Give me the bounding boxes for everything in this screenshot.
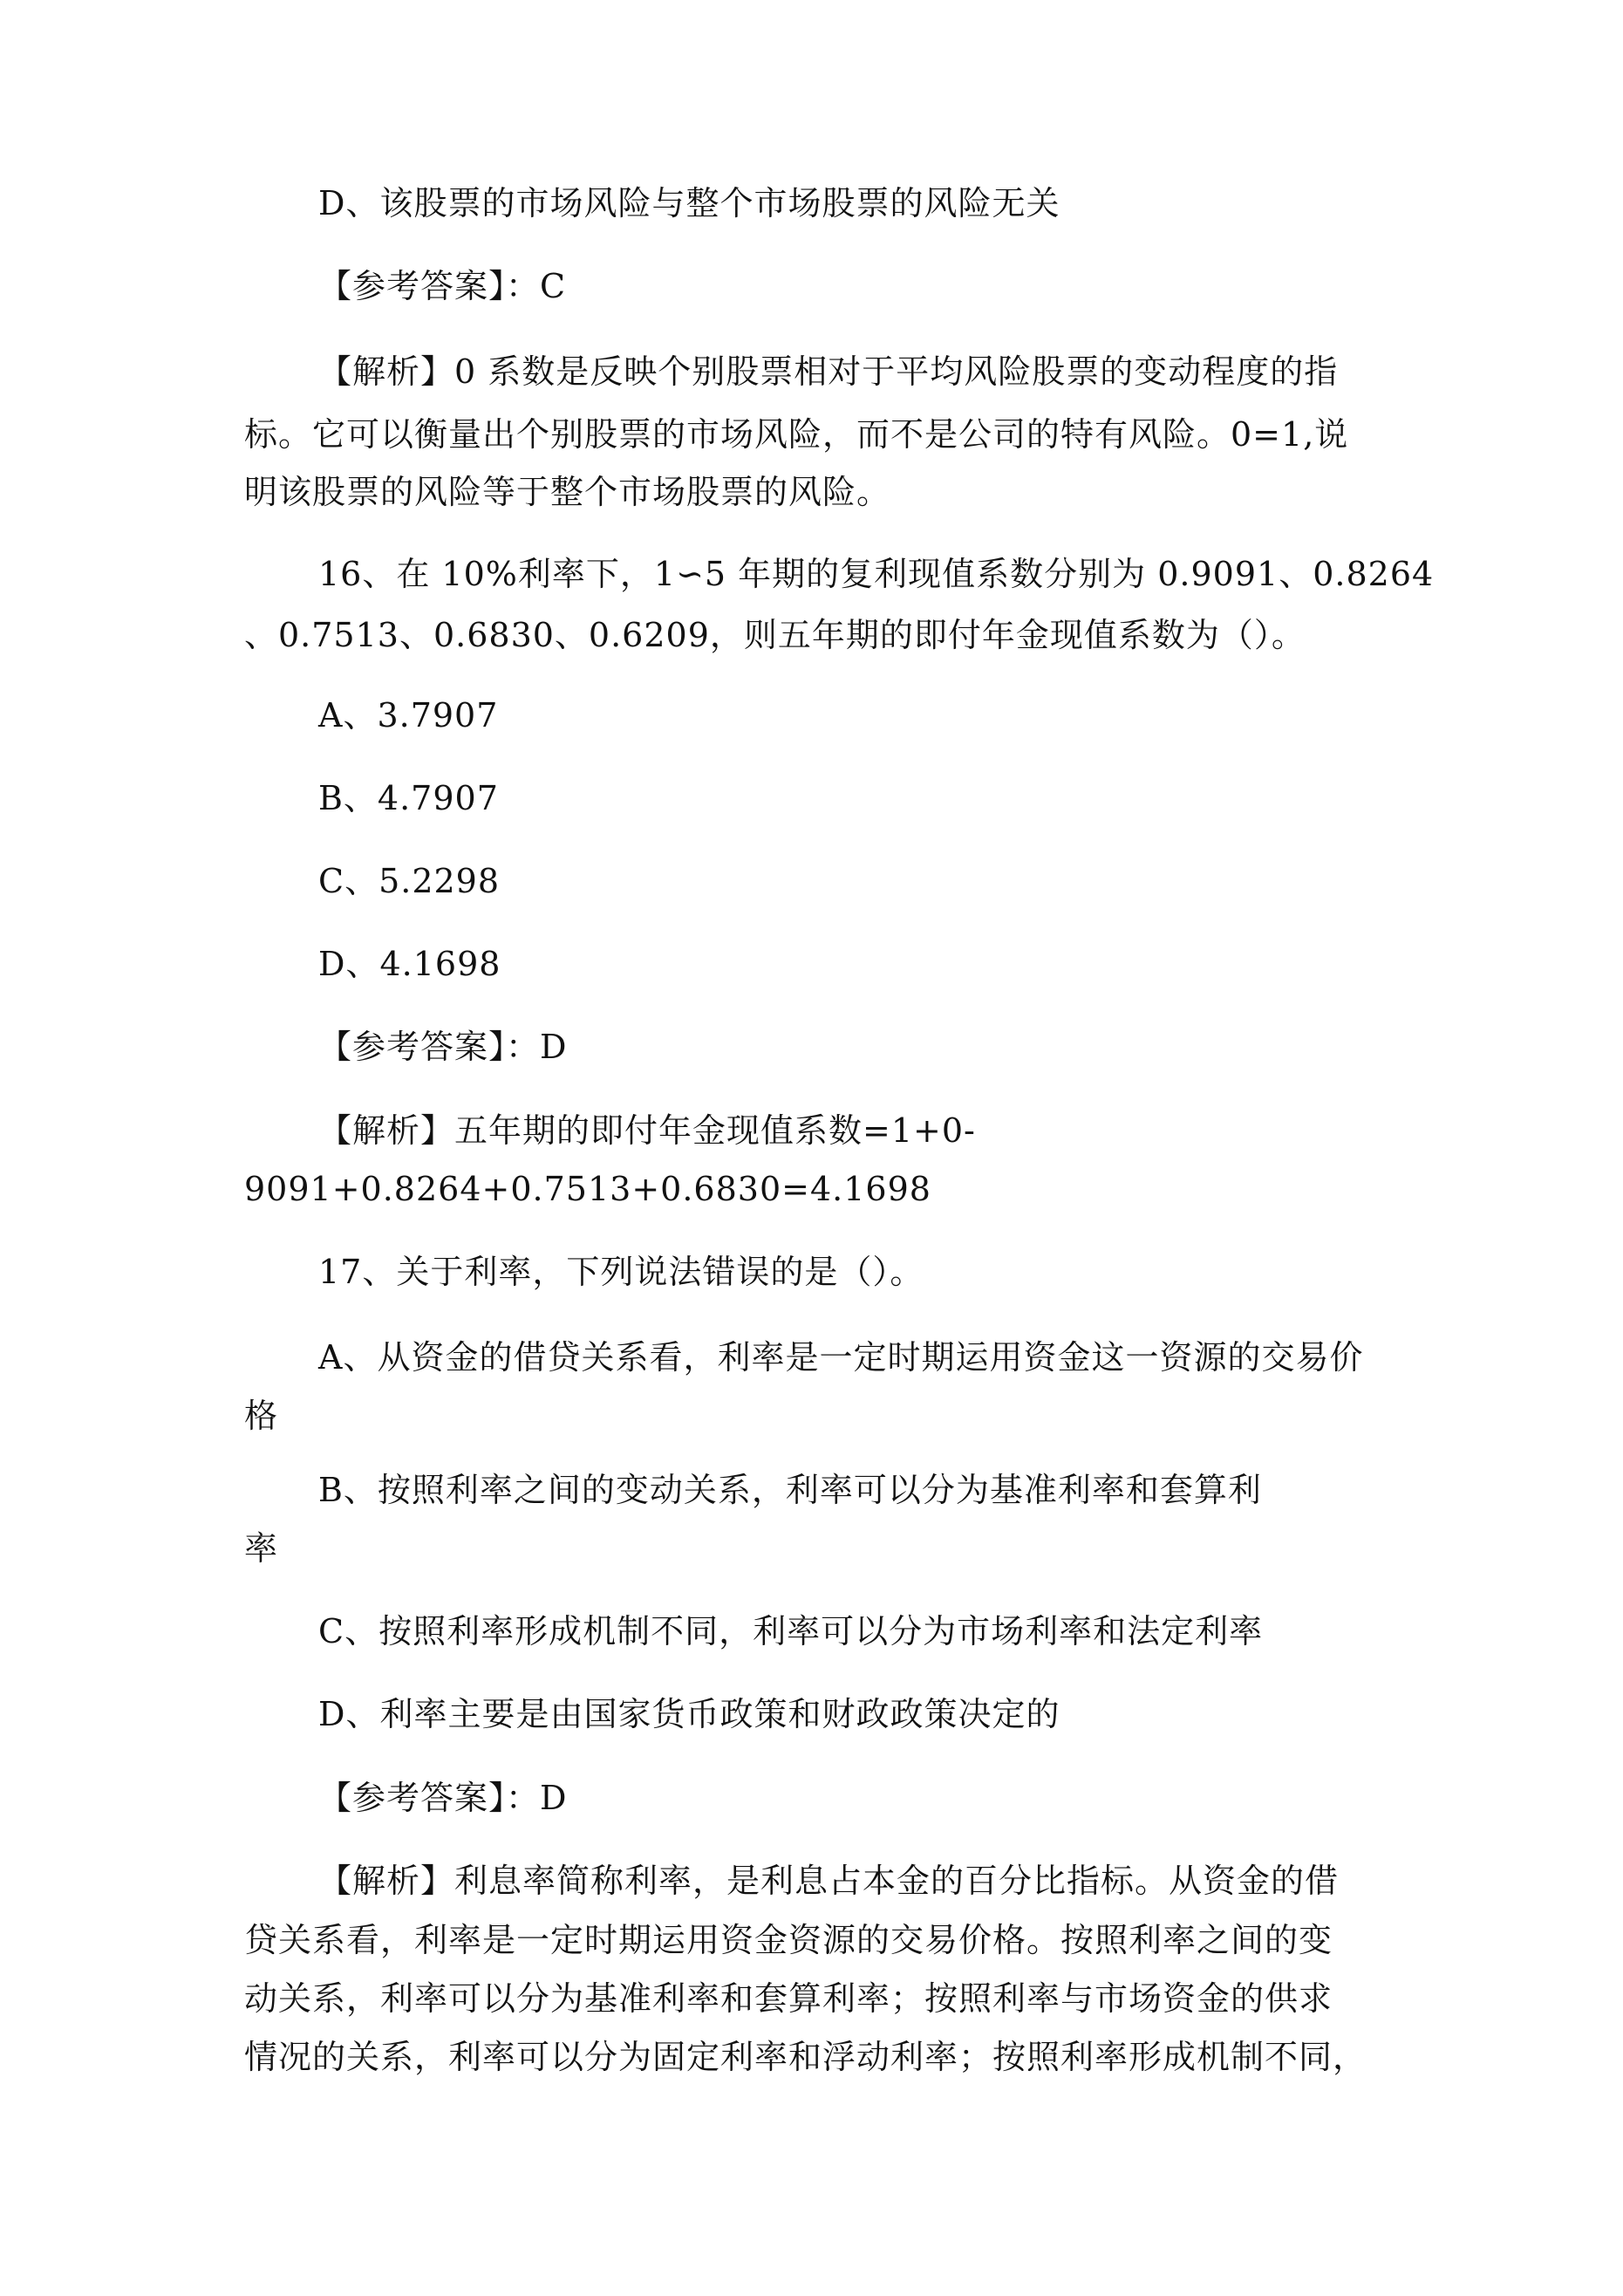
q17-option-c: C、按照利率形成机制不同，利率可以分为市场利率和法定利率 <box>318 1612 1264 1650</box>
q17-question: 17、关于利率，下列说法错误的是（）。 <box>318 1253 924 1291</box>
q16-answer: 【参考答案】：D <box>318 1028 568 1066</box>
q16-question-line-2: 、0.7513、0.6830、0.6209，则五年期的即付年金现值系数为（）。 <box>244 616 1306 654</box>
q15-analysis-line-2: 标。它可以衡量出个别股票的市场风险，而不是公司的特有风险。0=1,说 <box>244 415 1349 454</box>
q17-option-b-line-1: B、按照利率之间的变动关系，利率可以分为基准利率和套算利 <box>318 1471 1262 1509</box>
q16-option-c: C、5.2298 <box>318 862 501 900</box>
q17-analysis-line-2: 贷关系看，利率是一定时期运用资金资源的交易价格。按照利率之间的变 <box>244 1921 1333 1959</box>
q17-analysis-line-3: 动关系，利率可以分为基准利率和套算利率；按照利率与市场资金的供求 <box>244 1979 1333 2018</box>
q17-analysis-line-1: 【解析】利息率简称利率，是利息占本金的百分比指标。从资金的借 <box>318 1862 1340 1900</box>
q15-answer: 【参考答案】：C <box>318 267 567 305</box>
q16-option-b: B、4.7907 <box>318 779 499 817</box>
q16-analysis-line-2: 9091+0.8264+0.7513+0.6830=4.1698 <box>244 1170 931 1208</box>
q17-analysis-line-4: 情况的关系，利率可以分为固定利率和浮动利率；按照利率形成机制不同， <box>244 2038 1367 2076</box>
q17-option-a-line-1: A、从资金的借贷关系看，利率是一定时期运用资金这一资源的交易价 <box>318 1338 1364 1377</box>
q15-analysis-line-3: 明该股票的风险等于整个市场股票的风险。 <box>244 473 891 511</box>
q17-option-d: D、利率主要是由国家货币政策和财政政策决定的 <box>318 1695 1060 1733</box>
q16-option-d: D、4.1698 <box>318 945 501 983</box>
q16-question-line-1: 16、在 10%利率下，1∽5 年期的复利现值系数分别为 0.9091、0.8264 <box>318 555 1435 593</box>
q17-option-a-line-2: 格 <box>244 1397 279 1435</box>
q15-analysis-line-1: 【解析】0 系数是反映个别股票相对于平均风险股票的变动程度的指 <box>318 352 1339 391</box>
q15-option-d: D、该股票的市场风险与整个市场股票的风险无关 <box>318 184 1060 222</box>
q16-analysis-line-1: 【解析】五年期的即付年金现值系数=1+0- <box>318 1111 976 1150</box>
q16-option-a: A、3.7907 <box>318 696 499 735</box>
q17-answer: 【参考答案】：D <box>318 1779 568 1817</box>
q17-option-b-line-2: 率 <box>244 1529 279 1568</box>
